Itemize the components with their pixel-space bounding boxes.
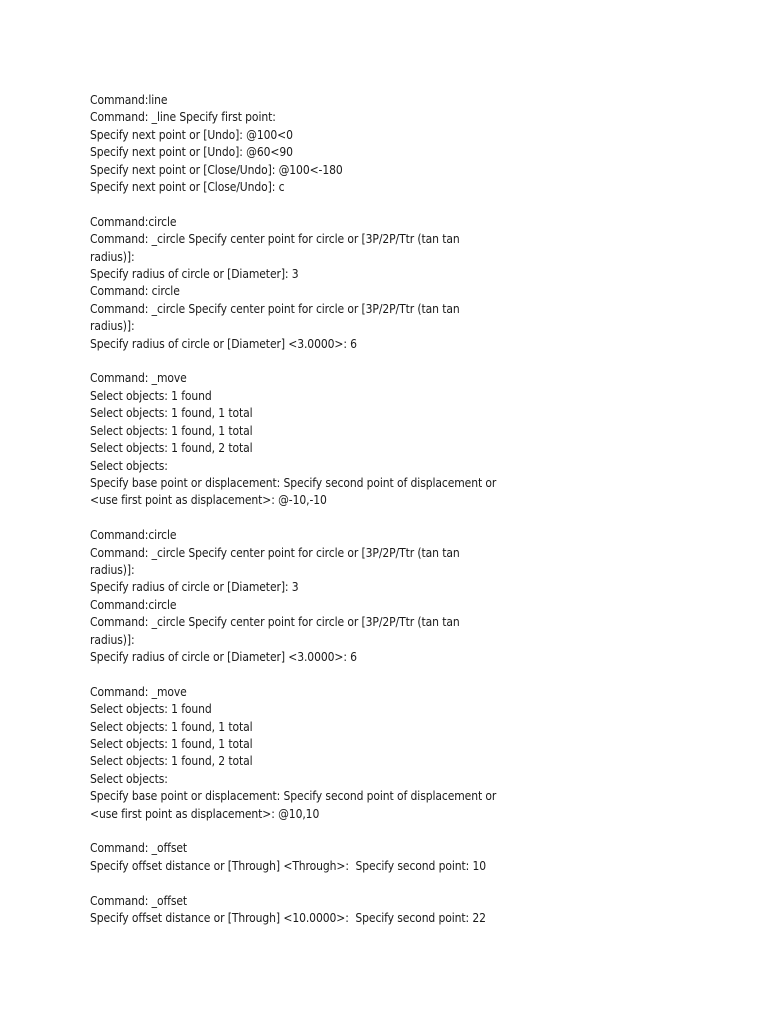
text-line: Select objects: 1 found, 2 total — [90, 441, 253, 456]
text-line: Command: _circle Specify center point for circle or [3P/2P/Ttr (tan tan — [90, 615, 460, 630]
text-line: radius)]: — [90, 249, 135, 264]
text-line: Command: circle — [90, 284, 180, 299]
text-line: Command: _circle Specify center point for circle or [3P/2P/Ttr (tan tan — [90, 301, 460, 316]
text-line: Command:circle — [90, 528, 177, 543]
text-line: <use first point as displacement>: @-10,-10 — [90, 493, 327, 508]
command-log — [90, 92, 560, 927]
text-line: Select objects: 1 found, 1 total — [90, 423, 253, 438]
text-line: Select objects: — [90, 771, 168, 786]
text-line: Select objects: 1 found, 1 total — [90, 406, 253, 421]
text-line: Select objects: 1 found, 1 total — [90, 719, 253, 734]
text-line: Command:circle — [90, 597, 177, 612]
text-line: Command: _move — [90, 371, 187, 386]
text-line: Command: _offset — [90, 893, 188, 908]
text-line: radius)]: — [90, 319, 135, 334]
text-line: Specify radius of circle or [Diameter] <3.0000>: 6 — [90, 649, 357, 664]
text-line: Specify radius of circle or [Diameter] <3.0000>: 6 — [90, 336, 357, 351]
paragraph-offset-command — [90, 893, 560, 928]
text-line: Select objects: 1 found, 1 total — [90, 736, 253, 751]
text-line: <use first point as displacement>: @10,10 — [90, 806, 320, 821]
paragraph-circle-commands — [90, 527, 560, 666]
text-line: Specify offset distance or [Through] <Through>: Specify second point: 10 — [90, 858, 487, 873]
text-line: Command:line — [90, 93, 168, 107]
text-line: Specify next point or [Undo]: @60<90 — [90, 145, 293, 160]
text-line: Specify next point or [Close/Undo]: @100<-180 — [90, 162, 343, 177]
text-line: Specify offset distance or [Through] <10.0000>: Specify second point: 22 — [90, 911, 486, 925]
paragraph-offset-command — [90, 840, 560, 875]
text-line: Specify base point or displacement: Specify second point of displacement or — [90, 475, 497, 490]
text-line: Specify next point or [Close/Undo]: c — [90, 180, 285, 195]
paragraph-move-command — [90, 370, 560, 509]
text-line: Command: _circle Specify center point for circle or [3P/2P/Ttr (tan tan — [90, 545, 460, 560]
text-line: Select objects: 1 found — [90, 702, 212, 717]
text-line: Select objects: 1 found, 2 total — [90, 754, 253, 769]
text-line: Select objects: — [90, 458, 168, 473]
text-line: Command: _move — [90, 684, 187, 699]
text-line: Command:circle — [90, 214, 177, 229]
paragraph-circle-commands — [90, 214, 560, 353]
paragraph-line-command — [90, 92, 560, 196]
text-line: Command: _offset — [90, 841, 188, 856]
text-line: Command: _circle Specify center point for circle or [3P/2P/Ttr (tan tan — [90, 232, 460, 247]
paragraph-move-command — [90, 684, 560, 823]
text-line: radius)]: — [90, 632, 135, 647]
text-line: Specify radius of circle or [Diameter]: 3 — [90, 267, 299, 282]
text-line: Specify next point or [Undo]: @100<0 — [90, 127, 293, 142]
text-line: Specify base point or displacement: Specify second point of displacement or — [90, 789, 497, 804]
text-line: radius)]: — [90, 562, 135, 577]
text-line: Command: _line Specify first point: — [90, 110, 276, 125]
text-line: Select objects: 1 found — [90, 388, 212, 403]
text-line: Specify radius of circle or [Diameter]: 3 — [90, 580, 299, 595]
